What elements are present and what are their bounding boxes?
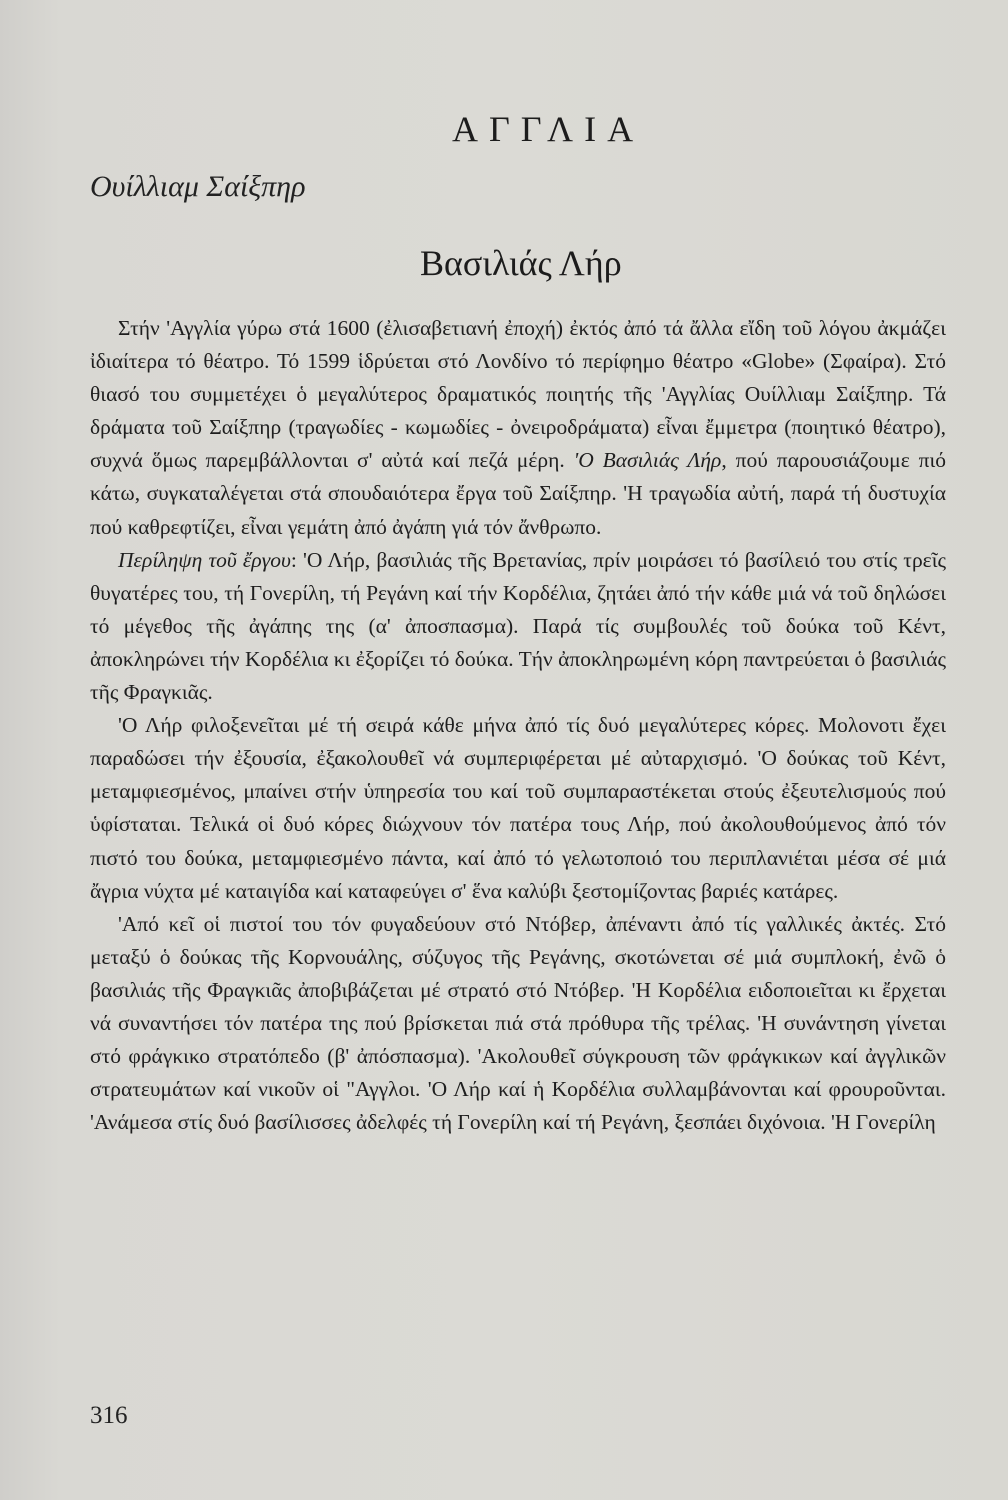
country-heading: ΑΓΓΛΙΑ [452, 109, 645, 149]
plot-paragraph-2: 'Από κεῖ οἱ πιστοί του τόν φυγαδεύουν στό Ντόβερ, ἀπέναντι ἀπό τίς γαλλικές ἀκτές. Στό μεταξύ ὁ δούκας τῆς Κορνουάλης, σύζυγος τῆς Ρεγάνης, σκοτώνεται σέ μιά συμπλοκή, ἐνῶ ὁ βασιλιάς τῆς Φραγκιᾶς ἀποβιβάζεται μέ στρατό στό Ντόβερ. 'Η Κορδέλια ειδοποιεῖται κι ἔρχεται νά συναντήσει τόν πατέρα της πού βρίσκεται πιά στά πρόθυρα τῆς τρέλας. 'Η συνάντηση γίνεται στό φράγκικο στρατόπεδο (β' ἀπόσπασμα). 'Ακολουθεῖ σύγκρουση τῶν φράγκικων καί ἀγγλικῶν στρατευμάτων καί νικοῦν οἱ "Αγγλοι. 'Ο Λήρ καί ἡ Κορδέλια συλλαμβάνονται καί φρουροῦνται. 'Ανάμεσα στίς δυό βασίλισσες ἀδελφές τή Γονερίλη καί τή Ρεγάνη, ξεσπάει διχόνοια. 'Η Γονερίλη [90, 911, 946, 1135]
summary-paragraph: Περίληψη τοῦ ἔργου: 'Ο Λήρ, βασιλιάς τῆς Βρετανίας, πρίν μοιράσει τό βασίλειό του στίς τρεῖς θυγατέρες του, τή Γονερίλη, τή Ρεγάνη καί τήν Κορδέλια, ζητάει ἀπό τήν κάθε μιά νά τοῦ δηλώσει τό μέγεθος τῆς ἀγάπης της (α' ἀποσπασμα). Παρά τίς συμβουλές τοῦ δούκα τοῦ Κέντ, ἀποκληρώνει τήν Κορδέλια κι ἐξορίζει τό δούκα. Τήν ἀποκληρωμένη κόρη παντρεύεται ὁ βασιλιάς τῆς Φραγκιᾶς. [90, 547, 946, 705]
work-title-inline: 'Ο Βασιλιάς Λήρ [573, 448, 722, 473]
plot-paragraph-1: 'Ο Λήρ φιλοξενεῖται μέ τή σειρά κάθε μήνα ἀπό τίς δυό μεγαλύτερες κόρες. Μολονοτι ἔχει παραδώσει τήν ἐξουσία, ἐξακολουθεῖ νά συμπεριφέρεται μέ αὐταρχισμό. 'Ο δούκας τοῦ Κέντ, μεταμφιεσμένος, μπαίνει στήν ὑπηρεσία του καί τοῦ συμπαραστέκεται στούς ἐξευτελισμούς πού ὑφίσταται. Τελικά οἱ δυό κόρες διώχνουν τόν πατέρα τους Λήρ, πού ἀκολουθούμενος ἀπό τόν πιστό του δούκα, μεταμφιεσμένο πάντα, καί ἀπό τό γελωτοποιό του περιπλανιέται μέσα σέ μιά ἄγρια νύχτα μέ καταιγίδα καί καταφεύγει σ' ἕνα καλύβι ξεστομίζοντας βαριές κατάρες. [90, 713, 946, 903]
body-text [90, 312, 946, 1139]
bleed-through-line [120, 82, 124, 99]
summary-label: Περίληψη τοῦ ἔργου [118, 547, 291, 572]
intro-paragraph: Στήν 'Αγγλία γύρω στά 1600 (ἐλισαβετιανή ἐποχή) ἐκτός ἀπό τά ἄλλα εἴδη τοῦ λόγου ἀκμάζει ἰδιαίτερα τό θέατρο. Τό 1599 ἱδρύεται στό Λονδίνο τό περίφημο θέατρο «Globe» (Σφαίρα). Στό θιασό του συμμετέχει ὁ μεγαλύτερος δραματικός ποιητής τῆς 'Αγγλίας Ουίλλιαμ Σαίξπηρ. Τά δράματα τοῦ Σαίξπηρ (τραγωδίες - κωμωδίες - ὀνειροδράματα) εἶναι ἔμμετρα (ποιητικό θέατρο), συχνά ὅμως παρεμβάλλονται σ' αὐτά καί πεζά μέρη. 'Ο Βασιλιάς Λήρ, πού παρουσιάζουμε πιό κάτω, συγκαταλέγεται στά σπουδαιότερα ἔργα τοῦ Σαίξπηρ. 'Η τραγωδία αὐτή, παρά τή δυστυχία πού καθρεφτίζει, εἶναι γεμάτη ἀπό ἀγάπη γιά τόν ἄνθρωπο. [90, 316, 946, 539]
work-title: Βασιλιάς Λήρ [420, 243, 622, 283]
page-number: 316 [90, 1402, 128, 1429]
author-name: Ουίλλιαμ Σαίξπηρ [90, 170, 306, 203]
